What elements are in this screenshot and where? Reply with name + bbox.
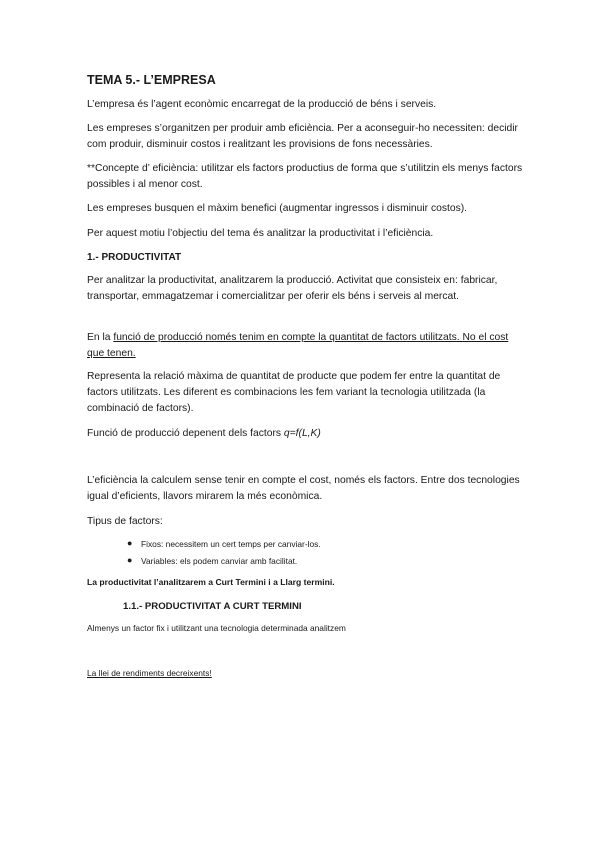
- paragraph-objective: Per aquest motiu l’objectiu del tema és analitzar la productivitat i l’eficiència.: [87, 228, 434, 239]
- bullet-text: Variables: els podem canviar amb facilitat.: [141, 556, 298, 566]
- paragraph-production: Per analitzar la productivitat, analitzarem la producció. Activitat que consisteix en: fabricar, transportar, emmagatzemar i comercialitzar per oferir els béns i serveis al mercat.: [87, 275, 498, 302]
- formula-prefix: Funció de producció depenent dels factors: [87, 428, 284, 439]
- bullet-fixed-factors: [127, 538, 321, 549]
- paragraph-relation: Representa la relació màxima de quantitat de producte que podem fer entre la quantitat de factors utilitzats. Les diferent es combinacions les fem variant la tecnologia utilitzada (la combinació de factors).: [87, 371, 501, 414]
- bullet-text: Fixos: necessitem un cert temps per canviar-los.: [141, 539, 321, 549]
- section-heading-productivitat: 1.- PRODUCTIVITAT: [87, 252, 182, 263]
- formula: q=f(L,K): [283, 428, 321, 439]
- production-function-underlined: funció de producció només tenim en compte la quantitat de factors utilitzats. No el cost que tenen.: [87, 332, 509, 359]
- bullet-variable-factors: [127, 555, 298, 566]
- paragraph-fixed-factor: Almenys un factor fix i utilitzant una tecnologia determinada analitzem: [87, 623, 346, 633]
- paragraph-organization: Les empreses s’organitzen per produir amb eficiència. Per a aconseguir-ho necessiten: decidir com produir, disminuir costos i realitzant les provisions de fons necessàries.: [87, 123, 518, 150]
- paragraph-short-long-term: La productivitat l’analitzarem a Curt Termini i a Llarg termini.: [87, 577, 335, 587]
- subsection-heading-short-term: 1.1.- PRODUCTIVITAT A CURT TERMINI: [123, 601, 302, 612]
- paragraph-definition: L’empresa és l’agent econòmic encarregat de la producció de béns i serveis.: [87, 99, 437, 110]
- paragraph-efficiency-calc: L’eficiència la calculem sense tenir en compte el cost, només els factors. Entre dos tecnologies igual d’eficients, llavors mirarem la més econòmica.: [87, 475, 520, 502]
- production-function-prefix: En la: [87, 332, 114, 343]
- paragraph-diminishing-returns: La llei de rendiments decreixents!: [87, 668, 212, 678]
- paragraph-efficiency-concept: **Concepte d’ eficiència: utilitzar els factors productius de forma que s’utilitzin els menys factors possibles i al menor cost.: [87, 163, 523, 190]
- paragraph-factor-types: Tipus de factors:: [87, 516, 163, 527]
- paragraph-production-function: [87, 330, 527, 362]
- paragraph-max-profit: Les empreses busquen el màxim benefici (augmentar ingressos i disminuir costos).: [87, 203, 468, 214]
- document-title: TEMA 5.- L’EMPRESA: [87, 73, 216, 87]
- bullet-icon: ●: [127, 538, 133, 548]
- paragraph-function-formula: [87, 426, 527, 442]
- bullet-icon: ●: [127, 555, 133, 565]
